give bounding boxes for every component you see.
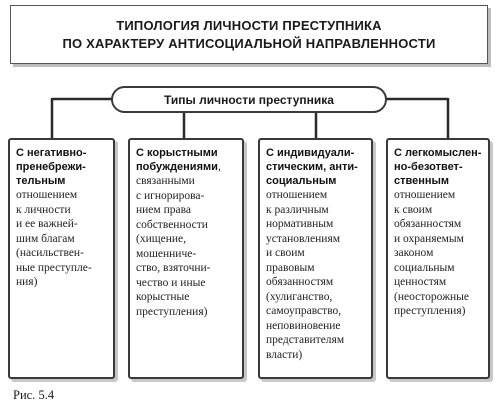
title-line-2: ПО ХАРАКТЕРУ АНТИСОЦИАЛЬНОЙ НАПРАВЛЕННОСТИ bbox=[62, 35, 436, 51]
type-heading: С индивидуали- стическим, анти- социальным bbox=[266, 147, 358, 187]
type-box-careless bbox=[386, 138, 490, 379]
type-description: отношением к личности и ее важней- шим благам (насильствен- ные преступле- ния) bbox=[16, 189, 92, 288]
title-line-1: ТИПОЛОГИЯ ЛИЧНОСТИ ПРЕСТУПНИКА bbox=[116, 17, 382, 33]
type-heading: С легкомыслен- но-безответ- ственным bbox=[394, 147, 482, 187]
type-description: связанными с игнорирова- нием права собственности (хищение, мошенниче- ство, взяточни- чество и иные корыстные преступления) bbox=[136, 175, 211, 318]
type-description: отношением к своим обязанностям и охраняемым законом социальным ценностям (неосторожные преступления) bbox=[394, 189, 469, 317]
type-heading: С негативно- пренебрежи- тельным bbox=[16, 147, 87, 187]
type-heading: С корыстными побуждениями, bbox=[136, 147, 221, 173]
figure-caption: Рис. 5.4 bbox=[13, 388, 55, 402]
type-box-negative bbox=[8, 138, 115, 379]
type-description: отношением к различным нормативным установлениям и своим правовым обязанностям (хулиганство, самоуправство, неповиновение представителям власти) bbox=[266, 189, 345, 361]
root-node: Типы личности преступника bbox=[111, 86, 387, 113]
type-box-mercenary bbox=[128, 138, 244, 379]
type-box-individualistic bbox=[258, 138, 373, 379]
